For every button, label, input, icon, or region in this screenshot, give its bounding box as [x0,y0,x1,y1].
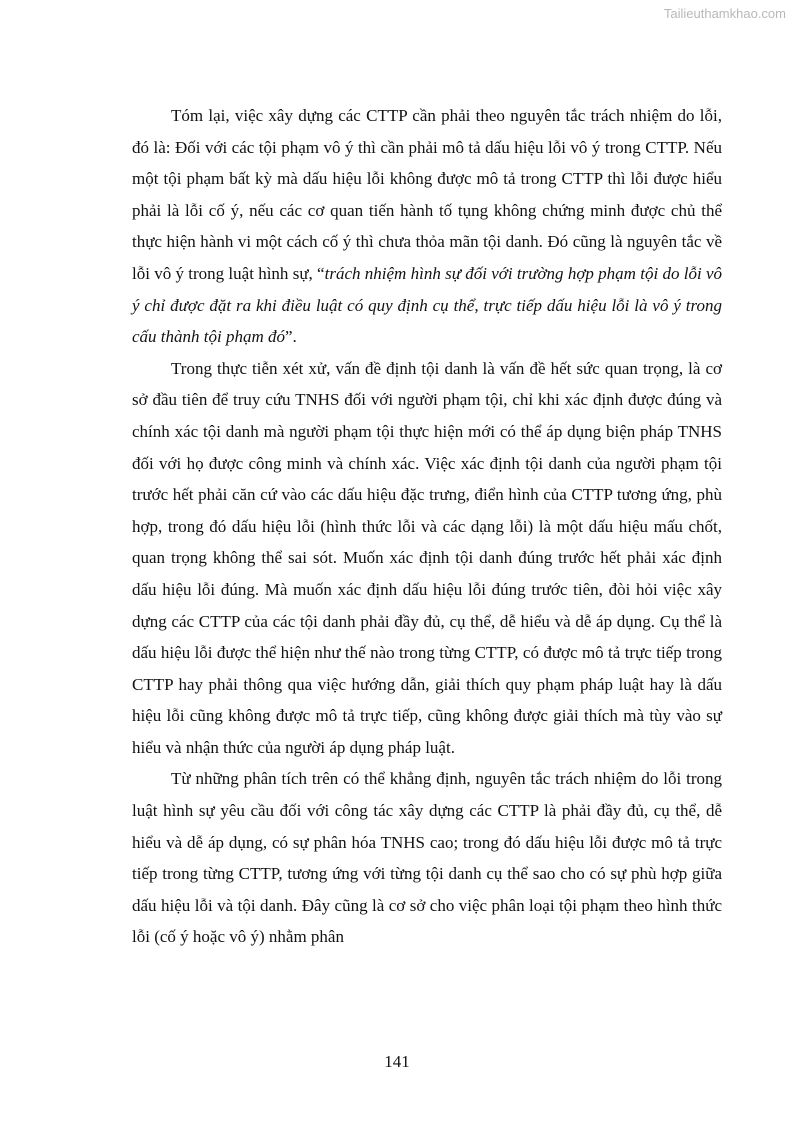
page-number: 141 [384,1052,410,1071]
paragraph-2: Trong thực tiễn xét xử, vấn đề định tội danh là vấn đề hết sức quan trọng, là cơ sở đầu tiên để truy cứu TNHS đối với người phạm tội, chỉ khi xác định được đúng và chính xác tội danh mà người phạm tội thực hiện mới có thể áp dụng biện pháp TNHS đối với họ được công minh và chính xác. Việc xác định tội danh của người phạm tội trước hết phải căn cứ vào các dấu hiệu đặc trưng, điển hình của CTTP tương ứng, phù hợp, trong đó dấu hiệu lỗi (hình thức lỗi và các dạng lỗi) là một dấu hiệu mấu chốt, quan trọng không thể sai sót. Muốn xác định tội danh đúng trước hết phải xác định dấu hiệu lỗi đúng. Mà muốn xác định dấu hiệu lỗi đúng trước tiên, đòi hỏi việc xây dựng các CTTP của các tội danh phải đầy đủ, cụ thể, dễ hiểu và dễ áp dụng. Cụ thể là dấu hiệu lỗi được thể hiện như thế nào trong từng CTTP, có được mô tả trực tiếp trong CTTP hay phải thông qua việc hướng dẫn, giải thích quy phạm pháp luật hay là dấu hiệu lỗi cũng không được mô tả trực tiếp, cũng không được giải thích mà tùy vào sự hiểu và nhận thức của người áp dụng pháp luật. [132,358,722,757]
paragraph-3: Từ những phân tích trên có thể khẳng định, nguyên tắc trách nhiệm do lỗi trong luật hình sự yêu cầu đối với công tác xây dựng các CTTP là phải đầy đủ, cụ thể, dễ hiểu và dễ áp dụng, có sự phân hóa TNHS cao; trong đó dấu hiệu lỗi được mô tả trực tiếp trong từng CTTP, tương ứng với từng tội danh cụ thể sao cho có sự phù hợp giữa dấu hiệu lỗi và tội danh. Đây cũng là cơ sở cho việc phân loại tội phạm theo hình thức lỗi (cố ý hoặc vô ý) nhằm phân [132,769,722,947]
paragraph-1-end: ”. [285,327,297,347]
watermark-text: Tailieuthamkhao.com [663,6,786,21]
page-body [132,100,722,953]
paragraph-1-quote: trách nhiệm hình sự đối với trường hợp phạm tội do lỗi vô ý chỉ được đặt ra khi điều luật có quy định cụ thể, trực tiếp dấu hiệu lỗi là vô ý trong cấu thành tội phạm đó [132,263,723,347]
paragraph-1-text: Tóm lại, việc xây dựng các CTTP cần phải theo nguyên tắc trách nhiệm do lỗi, đó là: Đối với các tội phạm vô ý thì cần phải mô tả dấu hiệu lỗi vô ý trong CTTP. Nếu một tội phạm bất kỳ mà dấu hiệu lỗi không được mô tả trong CTTP thì lỗi được hiểu phải là lỗi cố ý, nếu các cơ quan tiến hành tố tụng không chứng minh được chủ thể thực hiện hành vi một cách cố ý thì chưa thỏa mãn tội danh. Đó cũng là nguyên tắc về lỗi vô ý trong luật hình sự, “ [132,106,722,283]
paragraph-1 [132,100,722,353]
